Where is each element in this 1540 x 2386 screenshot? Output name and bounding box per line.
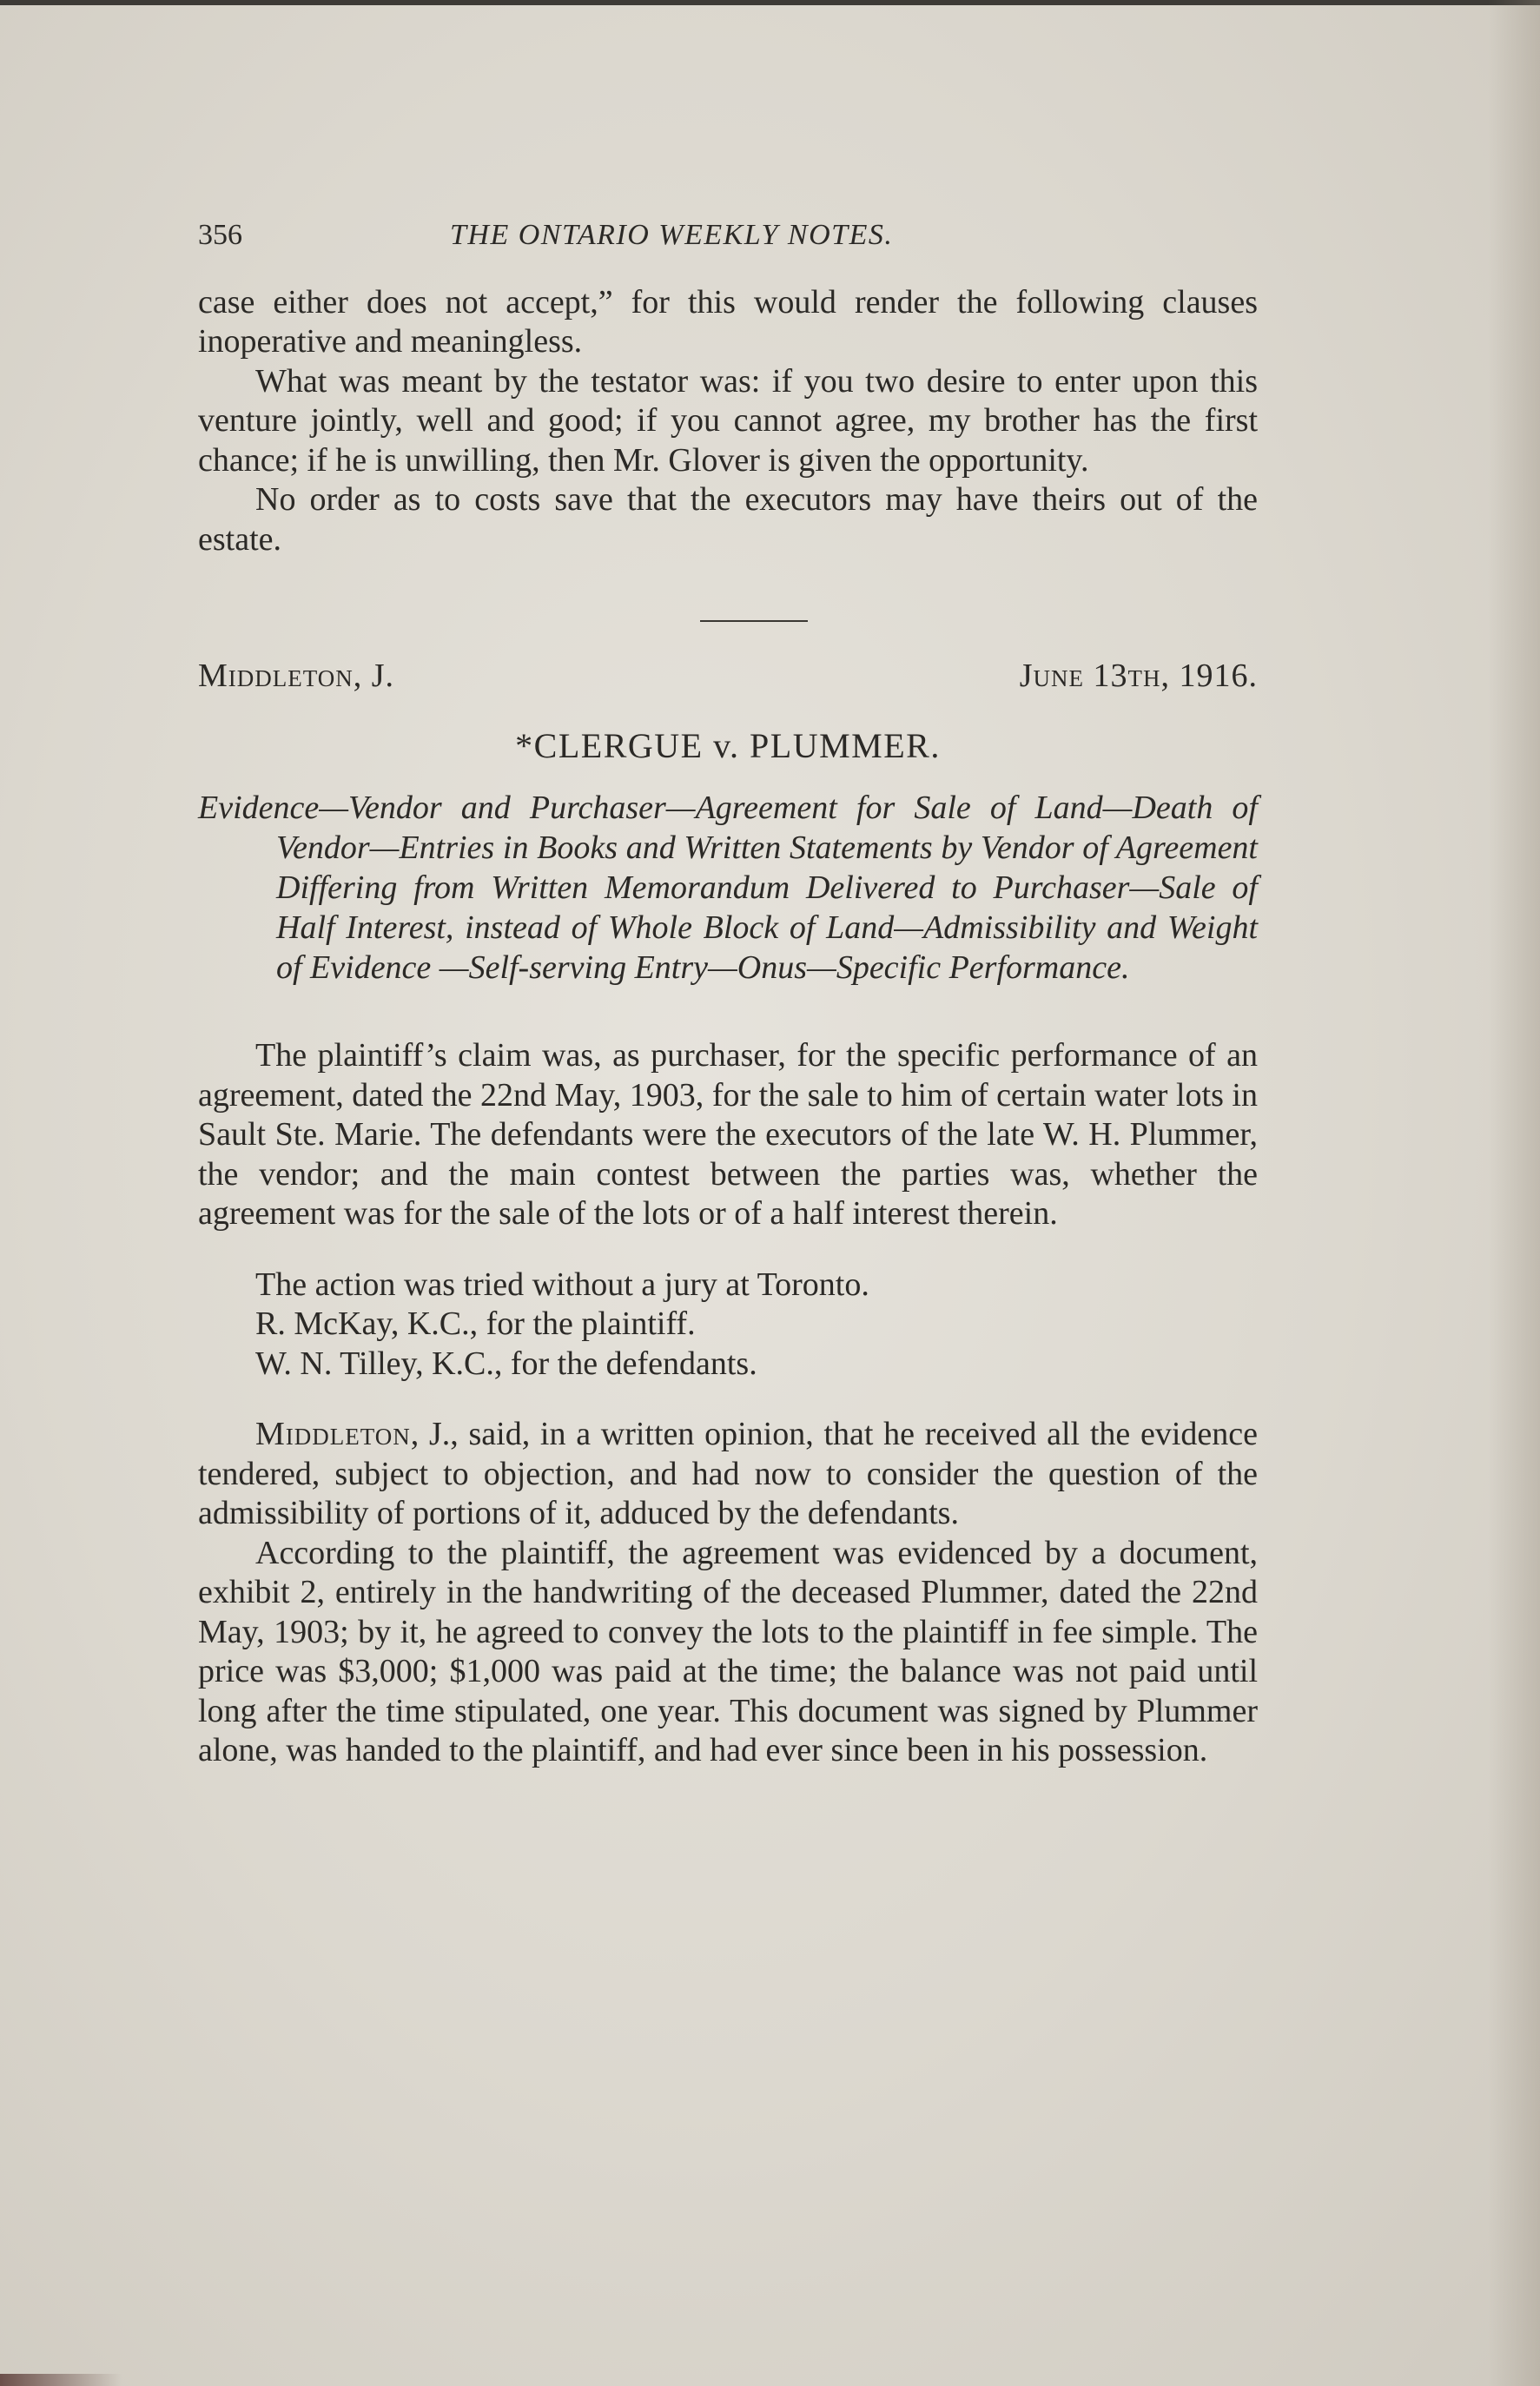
spacer bbox=[198, 1234, 1258, 1266]
opinion-paragraph: According to the plaintiff, the agreement was evidenced by a document, exhibit 2, entirely in the handwriting of the deceased Plummer, dated the 22nd May, 1903; by it, he agreed to convey the lots to the plaintiff in fee simple. The price was $3,000; $1,000 was paid at the time; the balance was not paid until long after the time stipulated, one year. This document was signed by Plummer alone, was handed to the plaintiff, and had ever since been in his possession. bbox=[198, 1534, 1258, 1768]
judge-name: Middleton, J. bbox=[198, 658, 395, 694]
page-content bbox=[198, 215, 1258, 1771]
opinion-text: , J., said, in a written opinion, that he received all the evidence tendered, subject to objection, and had now to consider the question of the admissibility of portions of it, adduced by the defendants. bbox=[198, 1416, 1258, 1531]
body-paragraph: No order as to costs save that the executors may have theirs out of the estate. bbox=[198, 481, 1258, 558]
body-paragraph: What was meant by the testator was: if you two desire to enter upon this venture jointly, well and good; if you cannot agree, my brother has the first chance; if he is unwilling, then Mr. Glover is given the opportunity. bbox=[198, 362, 1258, 479]
spacer bbox=[198, 1384, 1258, 1415]
case-title: *CLERGUE v. PLUMMER. bbox=[515, 725, 941, 765]
page-top-edge bbox=[0, 0, 1540, 5]
opinion-judge: Middleton bbox=[255, 1416, 411, 1452]
continued-paragraph: case either does not accept,” for this would render the following clauses inoperative and meaningless. bbox=[198, 283, 1258, 360]
running-title: THE ONTARIO WEEKLY NOTES. bbox=[450, 219, 894, 251]
opinion-paragraph bbox=[198, 1415, 1258, 1534]
trial-line: The action was tried without a jury at Toronto. bbox=[255, 1266, 869, 1303]
headnote: Evidence—Vendor and Purchaser—Agreement for Sale of Land—Death of Vendor—Entries in Books and Written Statements by Vendor of Agreement Differing from Written Memorandum Delivered to Purchaser—Sale of Half Interest, instead of Whole Block of Land—Admissibility and Weight of Evidence —Self-serving Entry—Onus—Specific Performance. bbox=[198, 790, 1258, 986]
statement-paragraph: The plaintiff’s claim was, as purchaser, for the specific performance of an agreement, dated the 22nd May, 1903, for the sale to him of certain water lots in Sault Ste. Marie. The defendants were the executors of the late W. H. Plummer, the vendor; and the main contest between the parties was, whether the agreement was for the sale of the lots or of a half interest therein. bbox=[198, 1037, 1258, 1232]
page-number: 356 bbox=[198, 219, 242, 251]
counsel-plaintiff: R. McKay, K.C., for the plaintiff. bbox=[255, 1305, 696, 1342]
case-byline bbox=[198, 657, 1258, 697]
decision-date: June 13th, 1916. bbox=[1019, 658, 1258, 694]
page-corner-mark bbox=[0, 2374, 122, 2386]
section-divider bbox=[700, 620, 808, 622]
page-binding-shadow bbox=[1488, 0, 1540, 2386]
counsel-defendants: W. N. Tilley, K.C., for the defendants. bbox=[255, 1345, 757, 1382]
page-header bbox=[198, 215, 1258, 255]
